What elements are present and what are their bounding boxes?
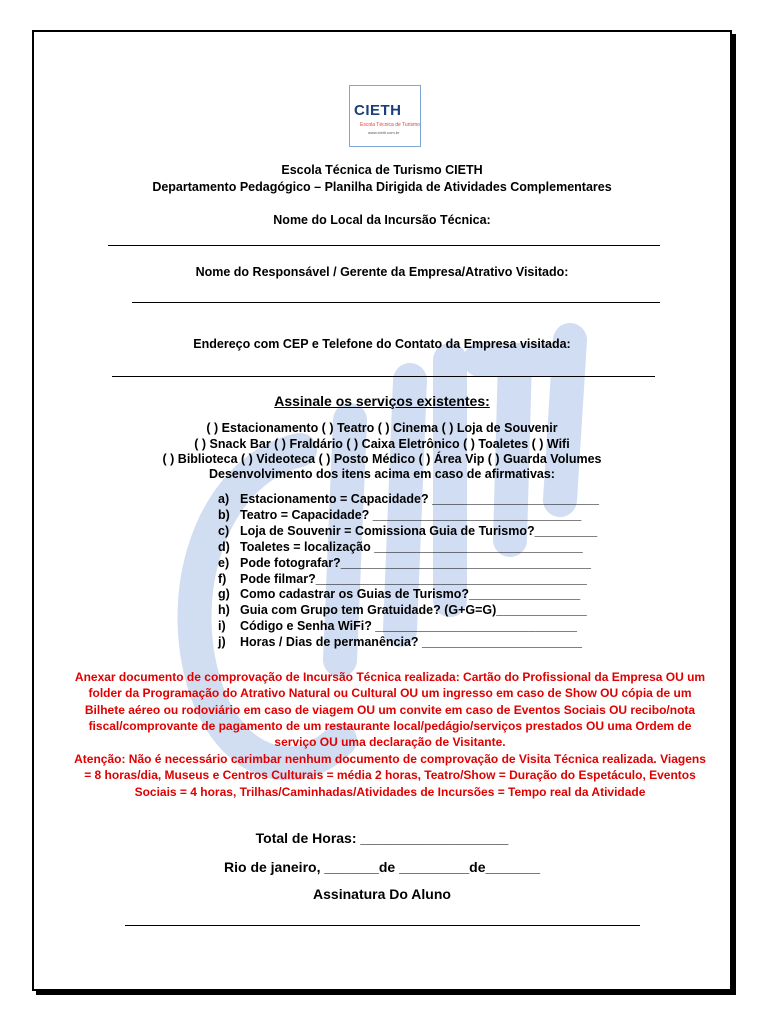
total-hours[interactable]: Total de Horas: ___________________ <box>255 830 509 846</box>
local-label: Nome do Local da Incursão Técnica: <box>273 213 491 227</box>
notice-paragraph: Anexar documento de comprovação de Incursão Técnica realizada: Cartão do Profissional da Empresa OU um folder da Programação do Atrativo Natural ou Cultural OU um ingresso em caso de Show OU cópia de um Bilhete aéreo ou rodoviário em caso de viagem OU um convite em caso de Eventos Sociais OU recibo/nota fiscal/comprovante de pagamento de um restaurante local/pedágio/serviços prestados OU uma Ordem de serviço OU uma declaração de Visitante. <box>74 670 706 750</box>
page-shadow-bottom <box>36 991 736 995</box>
item-text: Como cadastrar os Guias de Turismo?________________ <box>240 587 581 602</box>
responsavel-line[interactable] <box>132 302 660 303</box>
local-line[interactable] <box>108 245 660 246</box>
logo-brand: CIETH <box>354 102 402 119</box>
services-instructions: Desenvolvimento dos itens acima em caso de afirmativas: <box>209 467 555 481</box>
checklist-item[interactable] <box>218 508 581 522</box>
item-text: Pode filmar?_______________________________________ <box>240 571 587 586</box>
services-row-1[interactable]: ( ) Estacionamento ( ) Teatro ( ) Cinema ( ) Loja de Souvenir <box>206 421 558 435</box>
item-text: Teatro = Capacidade? ______________________________ <box>240 507 582 522</box>
item-text: Pode fotografar?____________________________________ <box>240 555 591 570</box>
signature-label: Assinatura Do Aluno <box>313 886 451 902</box>
date-line[interactable]: Rio de janeiro, _______de _________de_______ <box>224 859 540 875</box>
checklist-item[interactable] <box>218 572 587 586</box>
department-title: Departamento Pedagógico – Planilha Dirigida de Atividades Complementares <box>152 180 612 194</box>
item-text: Toaletes = localização ______________________________ <box>240 539 583 554</box>
signature-line[interactable] <box>125 925 640 926</box>
item-text: Horas / Dias de permanência? _______________________ <box>240 635 582 650</box>
item-letter: c) <box>218 523 230 538</box>
item-letter: g) <box>218 587 230 602</box>
notice-attention: Atenção: Não é necessário carimbar nenhum documento de comprovação de Visita Técnica realizada. Viagens = 8 horas/dia, Museus e Centros Culturais = média 2 horas, Teatro/Show = Duração do Espetáculo, Eventos Sociais = 4 horas, Trilhas/Caminhadas/Atividades de Incursões = Tempo real da Atividade <box>74 752 706 799</box>
item-text: Estacionamento = Capacidade? ________________________ <box>240 492 599 506</box>
services-row-2[interactable]: ( ) Snack Bar ( ) Fraldário ( ) Caixa Eletrônico ( ) Toaletes ( ) Wifi <box>194 437 570 451</box>
item-text: Guia com Grupo tem Gratuidade? (G+G=G)_____________ <box>240 603 587 618</box>
item-letter: h) <box>218 603 230 618</box>
page-shadow-right <box>732 34 736 995</box>
logo-subtitle: Escola Técnica de Turismo <box>360 122 420 128</box>
cieth-logo <box>349 85 421 147</box>
logo-url: www.cieth.com.br <box>368 130 400 135</box>
item-letter: j) <box>218 635 226 650</box>
checklist-item[interactable] <box>218 635 582 649</box>
checklist-item[interactable] <box>218 492 599 506</box>
checklist-item[interactable] <box>218 587 580 601</box>
responsavel-label: Nome do Responsável / Gerente da Empresa/Atrativo Visitado: <box>195 265 569 279</box>
school-name: Escola Técnica de Turismo CIETH <box>281 163 483 177</box>
item-letter: f) <box>218 571 227 586</box>
item-text: Loja de Souvenir = Comissiona Guia de Turismo?_________ <box>240 523 598 538</box>
checklist-item[interactable] <box>218 603 587 617</box>
item-text: Código e Senha WiFi? _____________________________ <box>240 619 577 634</box>
item-letter: i) <box>218 619 226 634</box>
checklist-item[interactable] <box>218 556 591 570</box>
item-letter: b) <box>218 507 230 522</box>
checklist-item[interactable] <box>218 524 597 538</box>
endereco-label: Endereço com CEP e Telefone do Contato da Empresa visitada: <box>193 337 571 351</box>
endereco-line[interactable] <box>112 376 655 377</box>
services-title: Assinale os serviços existentes: <box>274 393 490 409</box>
services-row-3[interactable]: ( ) Biblioteca ( ) Videoteca ( ) Posto Médico ( ) Área Vip ( ) Guarda Volumes <box>162 452 602 466</box>
item-letter: d) <box>218 539 230 554</box>
checklist-item[interactable] <box>218 540 583 554</box>
item-letter: a) <box>218 492 230 506</box>
item-letter: e) <box>218 555 230 570</box>
checklist-item[interactable] <box>218 619 577 633</box>
